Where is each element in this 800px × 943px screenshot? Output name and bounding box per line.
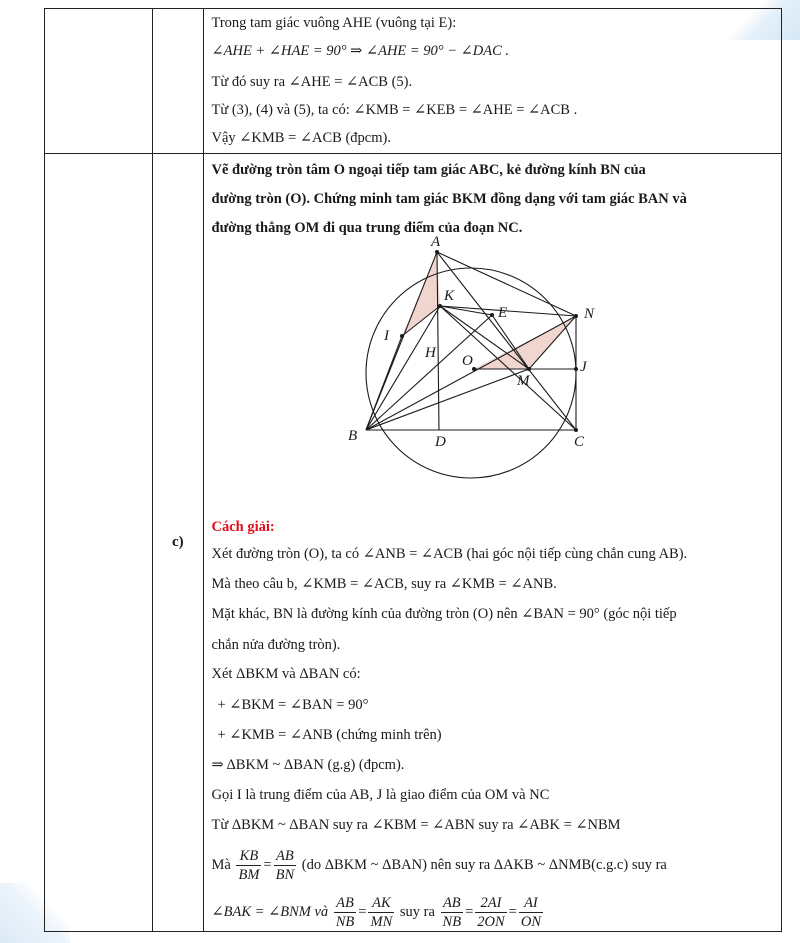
equals-sign: = — [358, 903, 367, 920]
equals-sign: = — [263, 856, 272, 873]
point-label-m: M — [516, 373, 529, 389]
point-label-e: E — [497, 305, 507, 321]
text-line: Vậy ∠KMB = ∠ACB (đpcm). — [211, 130, 391, 146]
segment-ac — [437, 252, 576, 430]
equals-sign: = — [508, 903, 517, 920]
table-row — [45, 154, 782, 932]
fraction — [475, 894, 506, 931]
solution-line: Mà theo câu b, ∠KMB = ∠ACB, suy ra ∠KMB = ∠ANB. — [211, 576, 557, 592]
point-n — [574, 314, 578, 318]
point-label-d: D — [434, 434, 446, 450]
fraction — [519, 894, 543, 931]
point-c — [574, 428, 578, 432]
solution-line: Mặt khác, BN là đường kính của đường tròn (O) nên ∠BAN = 90° (góc nội tiếp — [211, 606, 677, 622]
fraction — [236, 847, 261, 884]
segment-bm — [366, 369, 529, 430]
solution-line: Xét ΔBKM và ΔBAN có: — [211, 666, 361, 682]
point-label-h: H — [424, 345, 436, 361]
text-span: (do ΔBKM ~ ΔBAN) nên suy ra ΔAKB ~ ΔNMB(c.g.c) suy ra — [301, 856, 667, 873]
point-m — [527, 367, 531, 371]
numerator: AI — [519, 894, 543, 913]
table-row — [45, 9, 782, 154]
numerator: AB — [441, 894, 464, 913]
denominator: BM — [238, 867, 260, 883]
problem-line: đường thẳng OM đi qua trung điểm của đoạn NC. — [211, 220, 523, 236]
segment-bn — [366, 316, 576, 430]
text-line: Từ đó suy ra ∠AHE = ∠ACB (5). — [211, 74, 413, 90]
denominator: MN — [370, 914, 393, 930]
numerator: AB — [274, 847, 297, 866]
point-label-i: I — [383, 328, 389, 344]
solution-line: ⇒ ΔBKM ~ ΔBAN (g.g) (đpcm). — [211, 757, 405, 773]
denominator: NB — [335, 914, 355, 930]
solution-line: chắn nửa đường tròn). — [211, 637, 341, 653]
text-span: ∠BAK = ∠BNM và — [211, 903, 329, 920]
fraction — [274, 847, 297, 884]
fraction — [334, 894, 357, 931]
problem-line: Vẽ đường tròn tâm O ngoại tiếp tam giác ABC, kẻ đường kính BN của — [211, 162, 646, 178]
table-cell — [45, 154, 153, 932]
solution-title: Cách giải: — [211, 519, 275, 535]
point-label-j: J — [579, 359, 587, 375]
point-label-b: B — [347, 428, 357, 444]
fraction-line — [204, 840, 782, 889]
point-label-a: A — [430, 234, 440, 250]
point-label-k: K — [443, 288, 454, 304]
geometry-figure — [344, 234, 624, 511]
table-cell — [45, 9, 153, 154]
segment-bi — [366, 336, 402, 430]
fraction-line — [204, 889, 782, 931]
point-e — [490, 313, 494, 317]
segment-bk — [366, 306, 440, 430]
shaded-triangle-aki — [402, 252, 440, 336]
point-a — [435, 250, 439, 254]
text-line: Từ (3), (4) và (5), ta có: ∠KMB = ∠KEB = ∠AHE = ∠ACB . — [211, 102, 578, 118]
segment-km — [440, 306, 529, 369]
problem-line: đường tròn (O). Chứng minh tam giác BKM đồng dạng với tam giác BAN và — [211, 191, 687, 207]
part-b-cell — [203, 9, 782, 154]
numerator: AK — [368, 894, 394, 913]
point-label-n: N — [583, 306, 594, 322]
formula-line: ∠AHE + ∠HAE = 90° ⇒ ∠AHE = 90° − ∠DAC . — [211, 43, 510, 59]
part-c-cell — [203, 154, 782, 932]
part-label: c) — [153, 154, 203, 932]
denominator: 2ON — [477, 914, 505, 930]
point-k — [438, 304, 442, 308]
solution-line: + ∠BKM = ∠BAN = 90° — [217, 697, 369, 713]
denominator: ON — [520, 914, 541, 930]
solution-line: Xét đường tròn (O), ta có ∠ANB = ∠ACB (hai góc nội tiếp cùng chắn cung AB). — [211, 546, 688, 562]
text-line: Trong tam giác vuông AHE (vuông tại E): — [211, 15, 457, 31]
numerator: AB — [334, 894, 357, 913]
segment-kc — [440, 306, 576, 430]
text-span: Mà — [211, 856, 231, 873]
point-j — [574, 367, 578, 371]
fraction — [441, 894, 464, 931]
denominator: NB — [442, 914, 462, 930]
solution-line: Gọi I là trung điểm của AB, J là giao điểm của OM và NC — [211, 787, 550, 803]
equals-sign: = — [465, 903, 474, 920]
solution-table — [44, 8, 782, 932]
point-i — [400, 334, 404, 338]
solution-line: + ∠KMB = ∠ANB (chứng minh trên) — [217, 727, 442, 743]
denominator: BN — [275, 867, 295, 883]
table-cell — [153, 9, 203, 154]
solution-line: Từ ΔBKM ~ ΔBAN suy ra ∠KBM = ∠ABN suy ra ∠ABK = ∠NBM — [211, 817, 621, 833]
fraction — [368, 894, 394, 931]
point-label-o: O — [461, 353, 473, 369]
text-span: suy ra — [399, 903, 435, 920]
numerator: 2AI — [475, 894, 506, 913]
point-label-c: C — [573, 434, 584, 450]
numerator: KB — [236, 847, 261, 866]
